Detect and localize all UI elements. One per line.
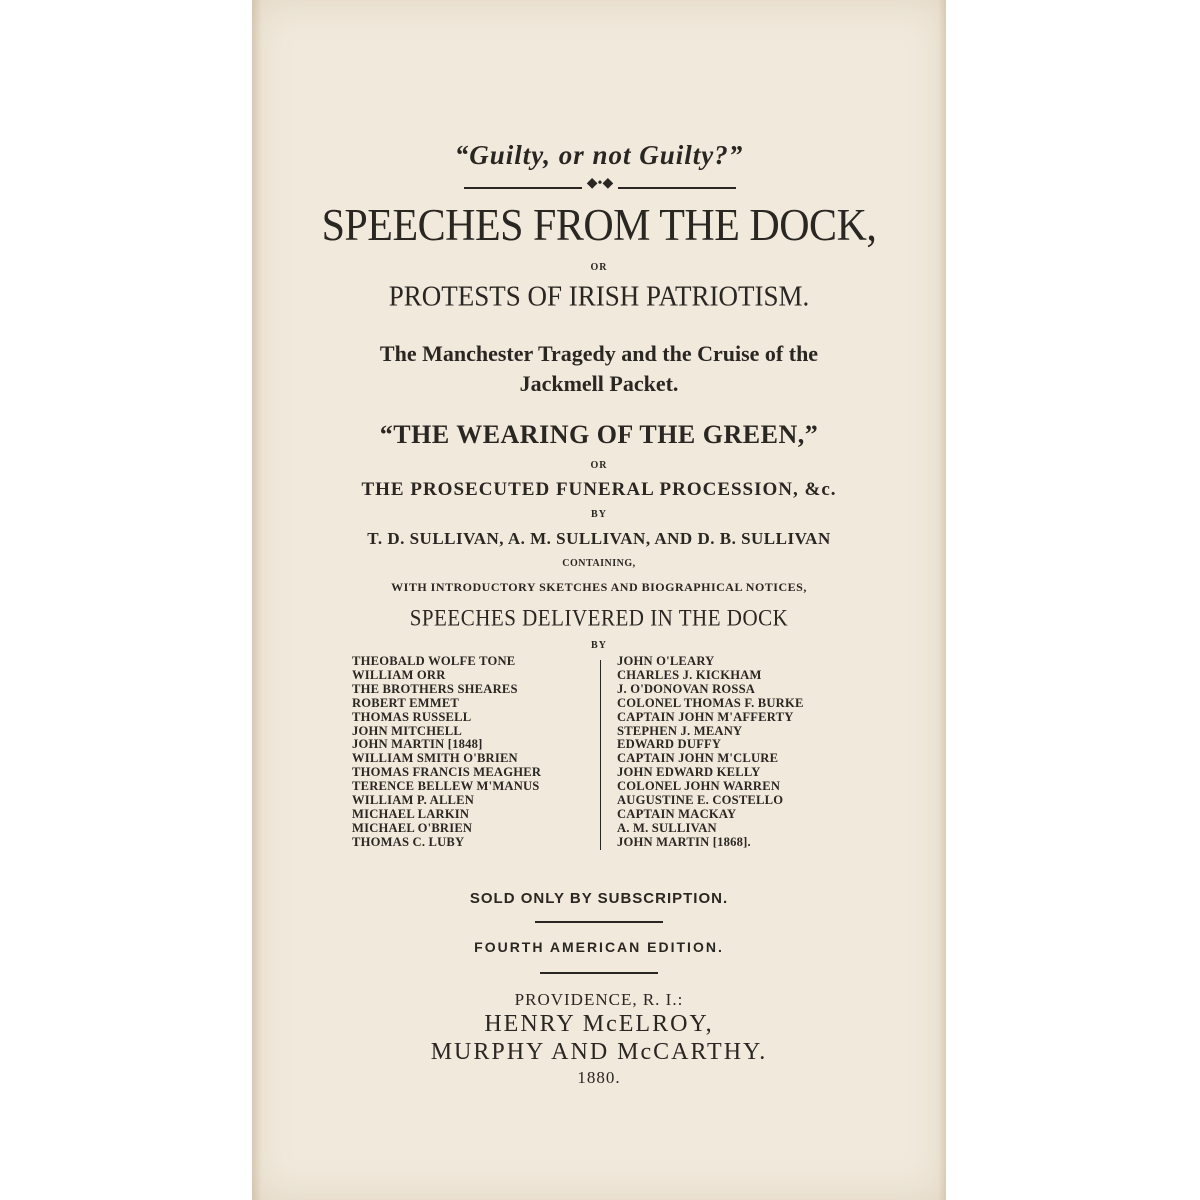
list-item: CAPTAIN JOHN M'AFFERTY <box>617 709 794 724</box>
list-item: MICHAEL O'BRIEN <box>352 820 473 835</box>
publisher-line-1: HENRY McELROY, <box>484 1011 714 1037</box>
speakers-list-right <box>617 655 804 850</box>
subscription-notice: SOLD ONLY BY SUBSCRIPTION. <box>469 890 729 907</box>
list-item: THE BROTHERS SHEARES <box>352 681 518 696</box>
ornament-bar-left <box>464 187 582 189</box>
publisher-line-2: MURPHY AND McCARTHY. <box>430 1039 768 1065</box>
list-item: AUGUSTINE E. COSTELLO <box>617 793 784 808</box>
list-item: COLONEL THOMAS F. BURKE <box>617 695 804 710</box>
list-item: JOHN EDWARD KELLY <box>617 765 761 780</box>
list-item: TERENCE BELLEW M'MANUS <box>352 779 540 794</box>
title-page <box>252 0 946 1200</box>
or-connector-1: OR <box>590 262 608 273</box>
list-item: THOMAS RUSSELL <box>352 709 472 724</box>
ornament-bar-right <box>618 187 736 189</box>
list-item: J. O'DONOVAN ROSSA <box>617 681 756 696</box>
list-item: MICHAEL LARKIN <box>352 806 470 821</box>
list-item: A. M. SULLIVAN <box>617 820 717 835</box>
list-item: CAPTAIN JOHN M'CLURE <box>617 751 779 766</box>
song-title: “THE WEARING OF THE GREEN,” <box>379 420 819 449</box>
or-connector-2: OR <box>590 460 608 471</box>
list-item: JOHN MARTIN [1868]. <box>617 834 751 849</box>
list-item: CHARLES J. KICKHAM <box>617 667 762 682</box>
list-item: JOHN O'LEARY <box>617 654 715 668</box>
book-title: SPEECHES FROM THE DOCK, <box>321 201 877 251</box>
list-item: THEOBALD WOLFE TONE <box>352 654 516 668</box>
publication-year: 1880. <box>577 1068 621 1087</box>
by-connector-2: BY <box>591 640 607 651</box>
by-connector-1: BY <box>591 509 607 520</box>
list-item: ROBERT EMMET <box>352 695 460 710</box>
containing-label: CONTAINING, <box>562 558 636 569</box>
ornament-center-icon: ◆•◆ <box>586 176 614 191</box>
list-item: EDWARD DUFFY <box>617 737 722 752</box>
authors: T. D. SULLIVAN, A. M. SULLIVAN, AND D. B. SULLIVAN <box>367 529 831 548</box>
publication-place: PROVIDENCE, R. I.: <box>514 990 684 1009</box>
divider-rule-2 <box>540 972 658 974</box>
ornamental-rule <box>464 176 736 193</box>
speeches-heading: SPEECHES DELIVERED IN THE DOCK <box>409 604 789 632</box>
divider-rule-1 <box>535 921 663 923</box>
list-item: JOHN MITCHELL <box>352 723 463 738</box>
speakers-list-left <box>352 655 541 850</box>
list-item: WILLIAM ORR <box>352 667 446 682</box>
edition-label: FOURTH AMERICAN EDITION. <box>474 939 724 955</box>
motto: “Guilty, or not Guilty?” <box>454 140 744 170</box>
list-item: JOHN MARTIN [1848] <box>352 737 483 752</box>
funeral-procession-title: THE PROSECUTED FUNERAL PROCESSION, &c. <box>361 479 837 500</box>
description-line-1: The Manchester Tragedy and the Cruise of the <box>379 341 819 366</box>
list-item: COLONEL JOHN WARREN <box>617 779 781 794</box>
list-item: WILLIAM P. ALLEN <box>352 793 475 808</box>
description-line-2: Jackmell Packet. <box>519 371 679 396</box>
list-item: CAPTAIN MACKAY <box>617 806 737 821</box>
list-item: WILLIAM SMITH O'BRIEN <box>352 751 518 766</box>
title-page-content <box>252 0 946 1200</box>
list-item: STEPHEN J. MEANY <box>617 723 743 738</box>
list-item: THOMAS FRANCIS MEAGHER <box>352 765 542 780</box>
list-divider <box>600 660 601 850</box>
book-subtitle: PROTESTS OF IRISH PATRIOTISM. <box>388 280 810 312</box>
list-item: THOMAS C. LUBY <box>352 834 465 849</box>
introductory-note: WITH INTRODUCTORY SKETCHES AND BIOGRAPHICAL NOTICES, <box>391 580 807 594</box>
